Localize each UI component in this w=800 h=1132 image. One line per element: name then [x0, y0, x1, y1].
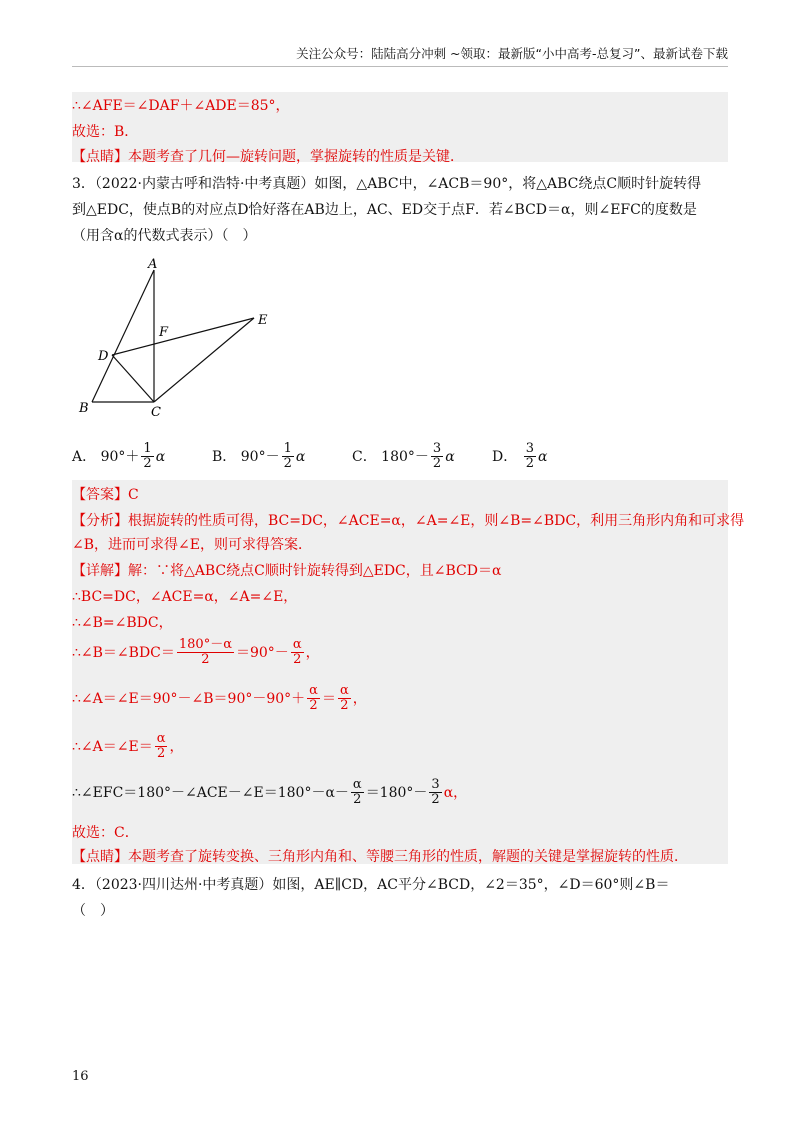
- option-a-numerator: 1: [143, 441, 152, 456]
- step4-fraction1: [307, 684, 320, 714]
- option-c[interactable]: [352, 442, 455, 472]
- option-c-numerator: 3: [432, 441, 442, 456]
- header-divider: [72, 66, 728, 67]
- option-d-denominator: 2: [525, 456, 534, 472]
- segment-ab: [92, 270, 154, 402]
- option-b[interactable]: [212, 442, 305, 472]
- step3-middle: ＝90°－: [235, 644, 289, 661]
- q3-step6: [72, 778, 467, 808]
- label-a: A: [148, 257, 158, 272]
- q3-stem-line3: （用含α的代数式表示）（ ）: [72, 228, 257, 244]
- step3-fraction1: [177, 638, 234, 668]
- step4-prefix: ∴∠A＝∠E＝90°－∠B＝90°－90°＋: [72, 690, 306, 707]
- label-d: D: [98, 349, 109, 364]
- option-b-denominator: 2: [283, 456, 292, 472]
- option-a-fraction: [141, 442, 153, 472]
- option-a-suffix: α: [155, 448, 166, 465]
- step5-denominator1: 2: [156, 746, 166, 762]
- option-c-fraction: [431, 442, 443, 472]
- page-header: 关注公众号：陆陆高分冲刺 ~领取：最新版“小中高考-总复习”、最新试卷下载: [296, 46, 728, 61]
- q3-step5: [72, 732, 183, 762]
- step6-denominator1: 2: [353, 792, 362, 808]
- q3-stem-line2: 到△EDC，使点B的对应点D恰好落在AB边上，AC、ED交于点F．若∠BCD＝α，则∠EFC的度数是: [72, 202, 697, 218]
- step4-suffix: ，: [352, 690, 367, 707]
- q3-step2: ∴∠B=∠BDC，: [72, 615, 173, 631]
- option-b-suffix: α: [295, 448, 306, 465]
- step6-middle: ＝180°－: [365, 784, 428, 801]
- prev-choice: 故选：B．: [72, 124, 139, 140]
- option-d-fraction: [524, 442, 536, 472]
- q3-detail-intro: 【详解】解：∵将△ABC绕点C顺时针旋转得到△EDC，且∠BCD＝α: [72, 563, 502, 579]
- step6-denominator2: 2: [431, 792, 440, 808]
- page-number: 16: [72, 1069, 89, 1084]
- label-c: C: [151, 405, 161, 420]
- step5-numerator1: α: [156, 731, 166, 746]
- option-d[interactable]: [492, 442, 547, 472]
- step3-denominator2: 2: [293, 652, 302, 668]
- step6-fraction2: [429, 778, 441, 808]
- q3-triangle-figure: [70, 252, 290, 422]
- option-a-prefix: 90°＋: [100, 448, 140, 465]
- step3-suffix: ，: [305, 644, 320, 661]
- option-a-denominator: 2: [143, 456, 152, 472]
- step4-numerator2: α: [339, 683, 349, 698]
- label-b: B: [79, 401, 89, 416]
- step3-prefix: ∴∠B＝∠BDC＝: [72, 644, 175, 661]
- step6-prefix: ∴∠EFC＝180°－∠ACE－∠E＝180°－α－: [72, 784, 349, 801]
- option-c-suffix: α: [445, 448, 455, 465]
- step5-fraction1: [155, 732, 168, 762]
- q3-answer: 【答案】C: [72, 487, 139, 503]
- option-a[interactable]: [72, 442, 165, 472]
- option-d-numerator: 3: [525, 441, 534, 456]
- step4-fraction2: [338, 684, 351, 714]
- q4-stem-line1: 4．（2023·四川达州·中考真题）如图，AE∥CD，AC平分∠BCD，∠2＝35°，∠D＝60°则∠B＝: [72, 877, 670, 893]
- step6-fraction1: [351, 778, 364, 808]
- q4-stem-line2: （ ）: [72, 903, 114, 919]
- option-b-fraction: [282, 442, 294, 472]
- label-f: F: [159, 325, 169, 340]
- step3-denominator1: 2: [201, 652, 210, 668]
- step4-denominator2: 2: [340, 698, 349, 714]
- option-c-denominator: 2: [432, 456, 442, 472]
- step3-numerator2: α: [292, 637, 302, 652]
- step6-numerator1: α: [352, 777, 362, 792]
- step4-denominator1: 2: [309, 698, 318, 714]
- option-c-label: C．: [352, 448, 377, 465]
- option-c-prefix: 180°－: [381, 448, 429, 465]
- option-b-prefix: 90°－: [240, 448, 280, 465]
- q3-step1: ∴BC=DC，∠ACE=α，∠A=∠E，: [72, 589, 298, 605]
- option-d-label: D．: [492, 448, 518, 465]
- prev-comment: 【点睛】本题考查了几何—旋转问题，掌握旋转的性质是关键．: [72, 149, 464, 165]
- prev-conclusion: ∴∠AFE＝∠DAF＋∠ADE＝85°，: [72, 98, 290, 114]
- step4-numerator1: α: [309, 683, 318, 698]
- q3-step4: [72, 684, 367, 714]
- step5-prefix: ∴∠A＝∠E＝: [72, 738, 153, 755]
- step6-suffix: α，: [443, 784, 468, 801]
- q3-step3: [72, 638, 320, 668]
- q3-comment: 【点睛】本题考查了旋转变换、三角形内角和、等腰三角形的性质，解题的关键是掌握旋转的性质．: [72, 849, 688, 865]
- label-e: E: [258, 313, 268, 328]
- option-b-numerator: 1: [283, 441, 292, 456]
- option-d-suffix: α: [537, 448, 548, 465]
- q3-stem-line1: 3．（2022·内蒙古呼和浩特·中考真题）如图，△ABC中，∠ACB＝90°，将△ABC绕点C顺时针旋转得: [72, 176, 702, 192]
- q3-analysis-line2: ∠B，进而可求得∠E，则可求得答案．: [72, 537, 312, 553]
- step6-numerator2: 3: [431, 777, 440, 792]
- step3-fraction2: [291, 638, 304, 668]
- q3-choice: 故选：C．: [72, 825, 139, 841]
- option-b-label: B．: [212, 448, 237, 465]
- option-a-label: A．: [72, 448, 97, 465]
- segment-dc: [112, 355, 154, 402]
- q3-analysis-line1: 【分析】根据旋转的性质可得，BC=DC，∠ACE=α，∠A=∠E，则∠B=∠BDC，利用三角形内角和可求得: [72, 513, 745, 529]
- step4-middle: ＝: [321, 690, 336, 707]
- step3-numerator1: 180°－α: [178, 637, 232, 652]
- step5-suffix: ，: [169, 738, 184, 755]
